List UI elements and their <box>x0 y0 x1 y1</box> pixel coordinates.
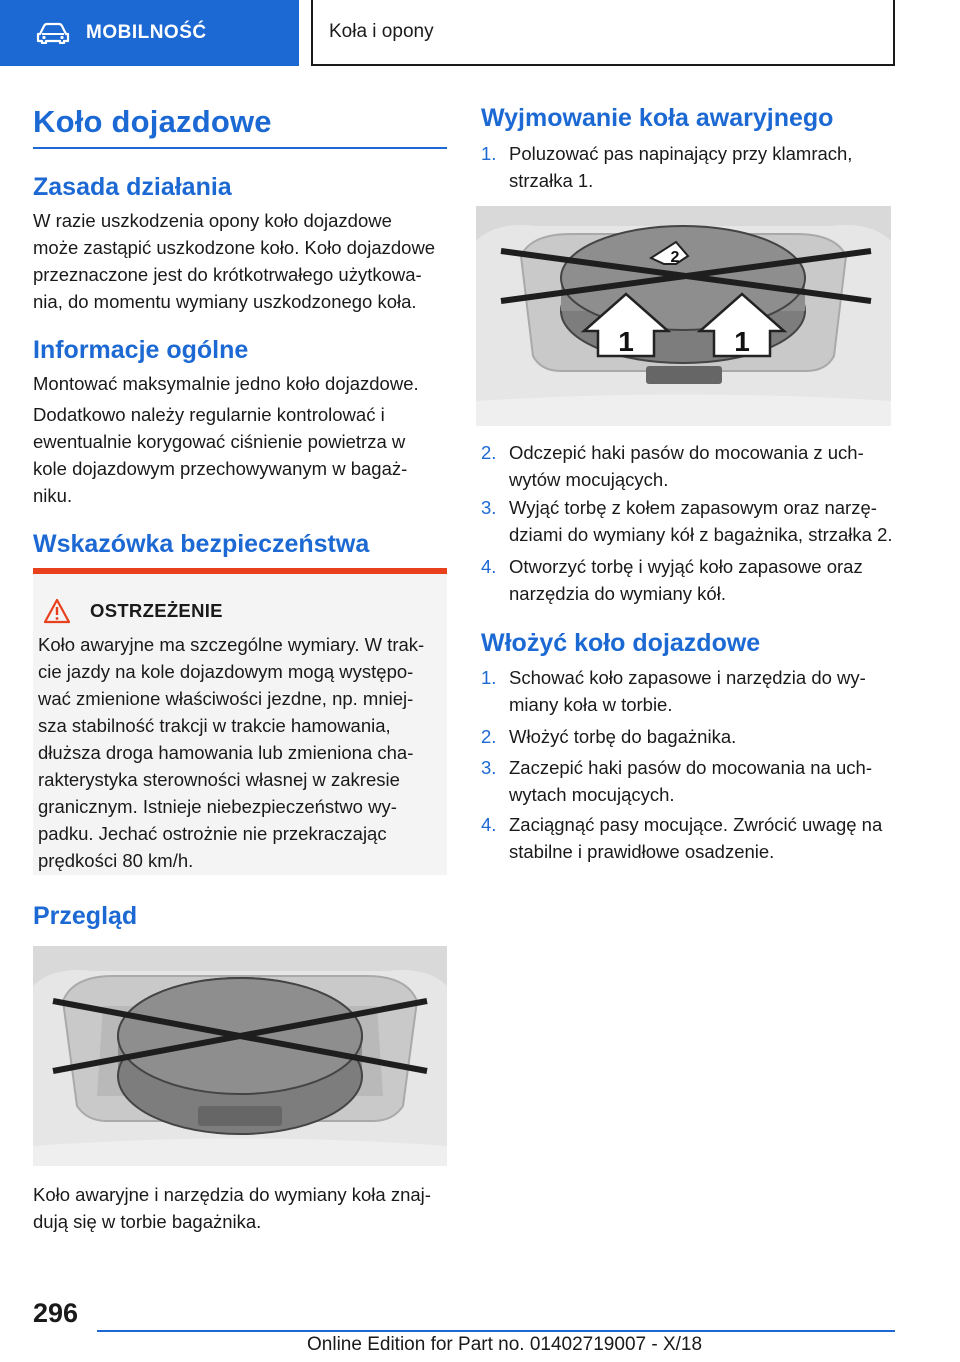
step-text <box>509 553 899 607</box>
remove-step-4 <box>481 553 899 607</box>
insert-step-4 <box>481 811 899 865</box>
text-line: Otworzyć torbę i wyjąć koło zapasowe oraz <box>509 556 863 577</box>
remove-step-1 <box>481 140 899 194</box>
heading-insert: Włożyć koło dojazdowe <box>481 629 761 657</box>
step-text <box>509 754 899 808</box>
text-line: nia, do momentu wymiany uszkodzonego koła. <box>33 291 417 312</box>
heading-general: Informacje ogólne <box>33 336 249 364</box>
text-line: prędkości 80 km/h. <box>38 850 194 871</box>
arrow-label: 2 <box>670 249 680 266</box>
text-line: dziami do wymiany kół z bagażnika, strzałka 2. <box>509 524 893 545</box>
insert-step-3 <box>481 754 899 808</box>
chapter-header <box>311 0 895 66</box>
insert-step-1 <box>481 664 899 718</box>
text-line: Zaciągnąć pasy mocujące. Zwrócić uwagę na <box>509 814 883 835</box>
text-line: miany koła w torbie. <box>509 694 673 715</box>
step-number: 4. <box>481 814 497 835</box>
section-label: MOBILNOŚĆ <box>86 22 207 43</box>
text-line: Schować koło zapasowe i narzędzia do wy- <box>509 667 866 688</box>
general-text-1: Montować maksymalnie jedno koło dojazdowe. <box>33 373 419 394</box>
page-title: Koło dojazdowe <box>33 104 272 139</box>
text-line: może zastąpić uszkodzone koło. Koło dojazdowe <box>33 237 436 258</box>
trunk-spare-wheel-illustration <box>33 946 447 1166</box>
text-line: przeznaczone jest do krótkotrwałego użytkowa- <box>33 264 422 285</box>
step-text <box>509 439 899 493</box>
remove-step-3 <box>481 494 899 548</box>
edition-note: Online Edition for Part no. 01402719007 - X/18 <box>307 1334 703 1355</box>
step-text <box>509 811 899 865</box>
figure-caption <box>33 1181 453 1235</box>
warning-text <box>38 631 438 874</box>
page-number: 296 <box>33 1298 79 1328</box>
step-text <box>509 494 899 548</box>
text-line: narzędzia do wymiany kół. <box>509 583 726 604</box>
text-line: wać zmienione właściwości jezdne, np. mniej- <box>38 688 414 709</box>
title-divider <box>33 147 447 149</box>
step-number: 2. <box>481 442 497 463</box>
text-line: niku. <box>33 485 73 506</box>
step-number: 1. <box>481 143 497 164</box>
step-text <box>509 664 899 718</box>
warning-box <box>33 568 447 875</box>
warning-header <box>43 598 223 624</box>
step-text <box>509 723 899 750</box>
car-icon <box>36 22 70 44</box>
arrow-label: 1 <box>734 326 750 357</box>
text-line: wytach mocujących. <box>509 784 675 805</box>
heading-principle: Zasada działania <box>33 173 232 201</box>
general-text-2 <box>33 401 453 509</box>
arrow-label: 1 <box>618 326 634 357</box>
text-line: stabilne i prawidłowe osadzenie. <box>509 841 775 862</box>
text-line: W razie uszkodzenia opony koło dojazdowe <box>33 210 392 231</box>
text-line: dłuższa droga hamowania lub zmieniona cha- <box>38 742 414 763</box>
text-line: Odczepić haki pasów do mocowania z uch- <box>509 442 864 463</box>
step-number: 4. <box>481 556 497 577</box>
text-line: dują się w torbie bagażnika. <box>33 1211 262 1232</box>
text-line: strzałka 1. <box>509 170 594 191</box>
text-line: Dodatkowo należy regularnie kontrolować i <box>33 404 385 425</box>
text-line: Włożyć torbę do bagażnika. <box>509 726 737 747</box>
text-line: Zaczepić haki pasów do mocowania na uch- <box>509 757 872 778</box>
principle-text <box>33 207 453 315</box>
insert-step-2 <box>481 723 899 750</box>
step-number: 3. <box>481 497 497 518</box>
removal-arrows-illustration <box>476 206 891 426</box>
text-line: cie jazdy na kole dojazdowym mogą występo- <box>38 661 414 682</box>
heading-remove: Wyjmowanie koła awaryjnego <box>481 104 834 132</box>
step-number: 2. <box>481 726 497 747</box>
footer-divider <box>97 1330 895 1332</box>
heading-safety: Wskazówka bezpieczeństwa <box>33 530 370 558</box>
text-line: padku. Jechać ostrożnie nie przekraczając <box>38 823 387 844</box>
text-line: rakterystyka sterowności własnej w zakresie <box>38 769 400 790</box>
text-line: Koło awaryjne ma szczególne wymiary. W trak- <box>38 634 425 655</box>
text-line: Wyjąć torbę z kołem zapasowym oraz narzę- <box>509 497 877 518</box>
text-line: ewentualnie korygować ciśnienie powietrza w <box>33 431 406 452</box>
chapter-label: Koła i opony <box>329 21 434 42</box>
warning-title: OSTRZEŻENIE <box>90 600 223 621</box>
heading-overview: Przegląd <box>33 902 138 930</box>
text-line: wytów mocujących. <box>509 469 669 490</box>
section-tab[interactable] <box>0 0 299 66</box>
text-line: Koło awaryjne i narzędzia do wymiany koła znaj- <box>33 1184 431 1205</box>
text-line: Poluzować pas napinający przy klamrach, <box>509 143 853 164</box>
step-number: 1. <box>481 667 497 688</box>
text-line: granicznym. Istnieje niebezpieczeństwo wy- <box>38 796 397 817</box>
text-line: kole dojazdowym przechowywanym w bagaż- <box>33 458 408 479</box>
text-line: sza stabilność trakcji w trakcie hamowania, <box>38 715 391 736</box>
remove-step-2 <box>481 439 899 493</box>
step-text <box>509 140 899 194</box>
step-number: 3. <box>481 757 497 778</box>
warning-triangle-icon <box>43 598 71 624</box>
